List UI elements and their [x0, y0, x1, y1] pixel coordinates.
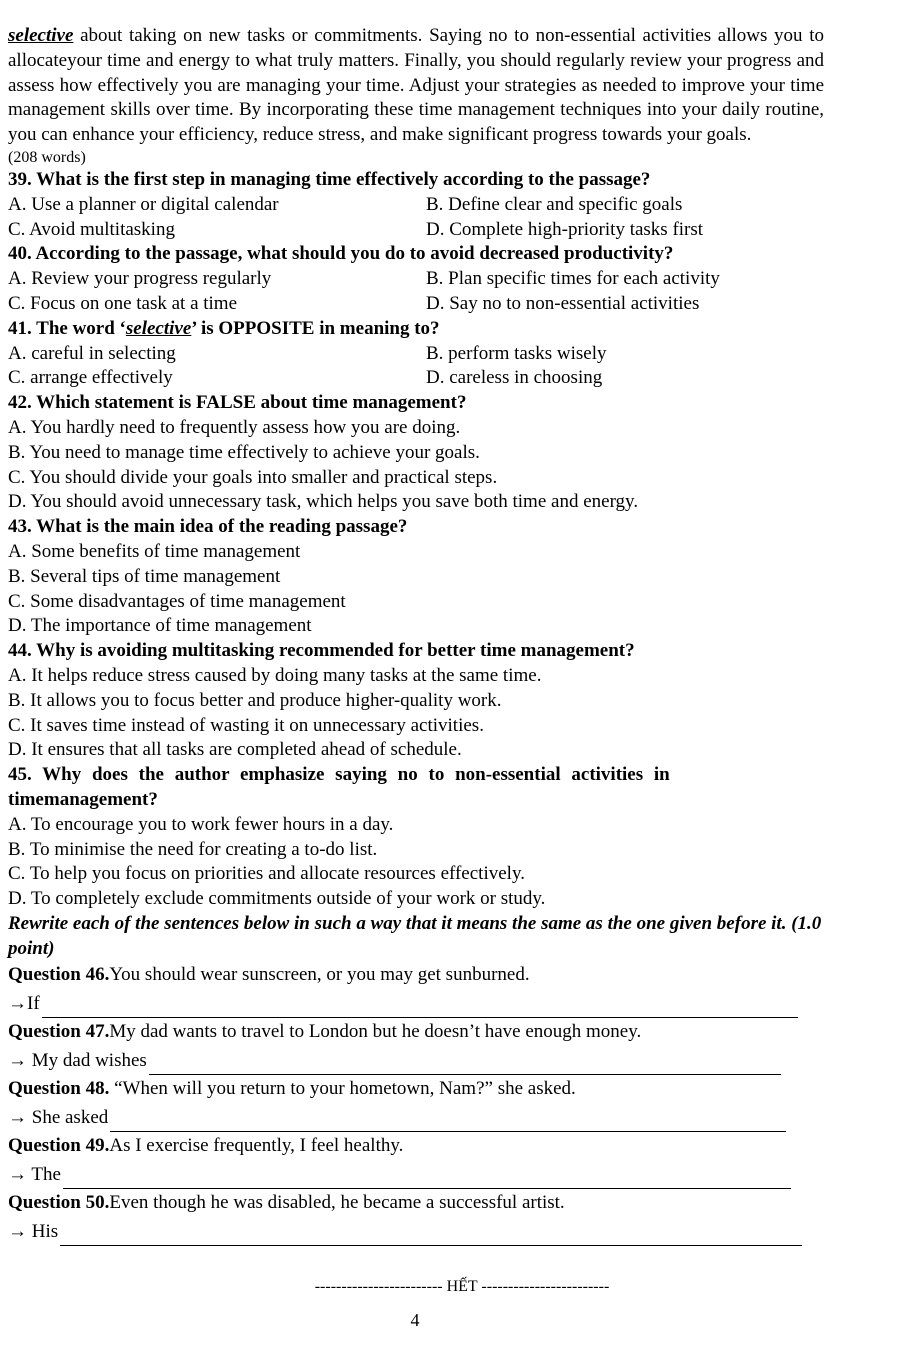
option-42-d: D. You should avoid unnecessary task, which helps you save both time and energy.	[8, 491, 639, 513]
question-41-suffix: ’ is OPPOSITE in meaning to?	[191, 317, 440, 339]
rewrite-46-label: Question 46.	[8, 964, 110, 986]
keyword-selective: selective	[8, 25, 74, 46]
question-44-stem: 44. Why is avoiding multitasking recommended for better time management?	[8, 640, 635, 662]
rewrite-46-sentence: You should wear sunscreen, or you may get sunburned.	[109, 964, 530, 986]
question-41-prefix: 41. The word ‘	[8, 317, 126, 339]
rewrite-46-prompt: →If	[8, 992, 40, 1014]
option-45-a: A. To encourage you to work fewer hours in a day.	[8, 813, 394, 835]
question-42-stem: 42. Which statement is FALSE about time management?	[8, 392, 467, 414]
option-45-c: C. To help you focus on priorities and allocate resources effectively.	[8, 863, 525, 885]
option-40-b: B. Plan specific times for each activity	[426, 268, 720, 290]
question-39-options-row-1	[8, 193, 824, 218]
option-41-c: C. arrange effectively	[8, 367, 173, 389]
rewrite-question-47	[8, 1018, 824, 1047]
rewrite-49-sentence: As I exercise frequently, I feel healthy.	[109, 1135, 404, 1157]
rewrite-50-label: Question 50.	[8, 1192, 110, 1214]
option-40-d: D. Say no to non-essential activities	[426, 292, 700, 314]
answer-line-50[interactable]	[60, 1227, 802, 1246]
option-45-b: B. To minimise the need for creating a to-do list.	[8, 838, 378, 860]
question-41-options-row-1	[8, 342, 824, 367]
option-44-c: C. It saves time instead of wasting it on unnecessary activities.	[8, 714, 484, 736]
option-43-a: A. Some benefits of time management	[8, 540, 301, 562]
option-39-a: A. Use a planner or digital calendar	[8, 193, 279, 215]
page-number: 4	[410, 1310, 420, 1330]
option-43-d: D. The importance of time management	[8, 615, 312, 637]
question-45-stem-line-1: 45. Why does the author emphasize saying no to non-essential activities in	[8, 764, 670, 786]
option-42-b: B. You need to manage time effectively to achieve your goals.	[8, 441, 480, 463]
option-40-a: A. Review your progress regularly	[8, 268, 272, 290]
rewrite-question-50	[8, 1189, 824, 1218]
option-42-a: A. You hardly need to frequently assess how you are doing.	[8, 416, 461, 438]
rewrite-question-48	[8, 1075, 824, 1104]
rewrite-question-46	[8, 961, 824, 990]
rewrite-50-sentence: Even though he was disabled, he became a successful artist.	[109, 1192, 565, 1214]
word-count: (208 words)	[8, 148, 86, 166]
rewrite-47-label: Question 47.	[8, 1021, 110, 1043]
option-45-d: D. To completely exclude commitments outside of your work or study.	[8, 888, 546, 910]
option-40-c: C. Focus on one task at a time	[8, 292, 238, 314]
rewrite-48-label: Question 48.	[8, 1078, 110, 1100]
rewrite-47-prompt: → My dad wishes	[8, 1049, 147, 1071]
answer-line-49[interactable]	[63, 1170, 791, 1189]
rewrite-48-answer	[8, 1104, 824, 1133]
rewrite-46-answer	[8, 990, 824, 1019]
answer-line-46[interactable]	[42, 999, 798, 1018]
option-44-d: D. It ensures that all tasks are completed ahead of schedule.	[8, 739, 462, 761]
option-41-a: A. careful in selecting	[8, 342, 176, 364]
question-39-options-row-2	[8, 218, 824, 243]
rewrite-47-sentence: My dad wants to travel to London but he doesn’t have enough money.	[109, 1021, 642, 1043]
answer-line-48[interactable]	[110, 1113, 786, 1132]
option-44-b: B. It allows you to focus better and produce higher-quality work.	[8, 689, 502, 711]
option-43-c: C. Some disadvantages of time management	[8, 590, 346, 612]
rewrite-50-answer	[8, 1218, 824, 1247]
option-41-b: B. perform tasks wisely	[426, 342, 607, 364]
rewrite-49-prompt: → The	[8, 1163, 61, 1185]
question-39-stem: 39. What is the first step in managing time effectively according to the passage?	[8, 168, 651, 190]
passage-paragraph	[8, 24, 824, 148]
option-44-a: A. It helps reduce stress caused by doing many tasks at the same time.	[8, 664, 542, 686]
option-39-c: C. Avoid multitasking	[8, 218, 175, 240]
question-40-options-row-1	[8, 267, 824, 292]
rewrite-48-sentence: “When will you return to your hometown, Nam?” she asked.	[109, 1078, 576, 1100]
rewrite-50-prompt: → His	[8, 1220, 59, 1242]
passage-text: about taking on new tasks or commitments. Saying no to non-essential activities allows you to allocateyour time and energy to what truly matters. Finally, you should regularly review your progress and assess how effectively you are managing your time. Adjust your strategies as needed to improve your time management skills over time. By incorporating these time management techniques into your daily routine, you can enhance your efficiency, reduce stress, and make significant progress towards your goals.	[8, 25, 824, 146]
question-40-stem: 40. According to the passage, what should you do to avoid decreased productivity?	[8, 243, 674, 265]
option-42-c: C. You should divide your goals into smaller and practical steps.	[8, 466, 498, 488]
question-43-stem: 43. What is the main idea of the reading passage?	[8, 516, 408, 538]
rewrite-47-answer	[8, 1047, 824, 1076]
rewrite-instruction: Rewrite each of the sentences below in such a way that it means the same as the one given before it. (1.0 point)	[8, 912, 822, 959]
rewrite-49-label: Question 49.	[8, 1135, 110, 1157]
document-page	[8, 24, 824, 1246]
option-41-d: D. careless in choosing	[426, 367, 603, 389]
option-39-b: B. Define clear and specific goals	[426, 193, 683, 215]
question-41-options-row-2	[8, 366, 824, 391]
rewrite-question-49	[8, 1132, 824, 1161]
rewrite-49-answer	[8, 1161, 824, 1190]
question-41-keyword: selective	[125, 317, 192, 339]
option-43-b: B. Several tips of time management	[8, 565, 281, 587]
rewrite-48-prompt: → She asked	[8, 1106, 109, 1128]
question-40-options-row-2	[8, 292, 824, 317]
option-39-d: D. Complete high-priority tasks first	[426, 218, 704, 240]
question-41-stem	[8, 317, 824, 342]
end-mark: ------------------------ HẾT ------------------------	[314, 1278, 610, 1295]
answer-line-47[interactable]	[149, 1056, 781, 1075]
question-45-stem-line-2: timemanagement?	[8, 788, 158, 810]
